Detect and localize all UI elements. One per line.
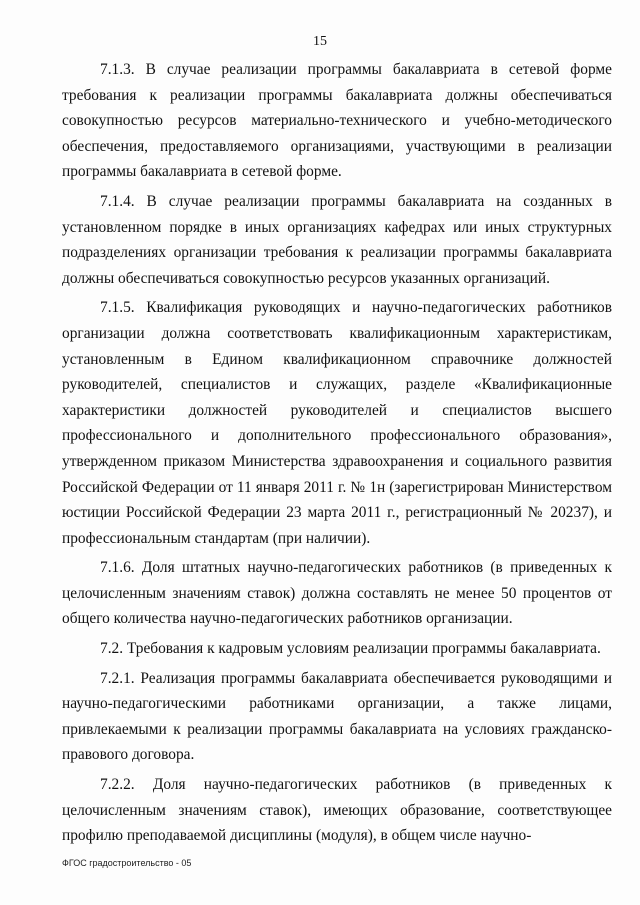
- paragraph-7-1-5: 7.1.5. Квалификация руководящих и научно-педагогических работников организации должна соответствовать квалификационным характеристикам, установленным в Едином квалификационном справочнике должностей руководителей, специалистов и служащих, разделе «Квалификационные характеристики должностей руководителей и специалистов высшего профессионального и дополнительного профессионального образования», утвержденном приказом Министерства здравоохранения и социального развития Российской Федерации от 11 января 2011 г. № 1н (зарегистрирован Министерством юстиции Российской Федерации 23 марта 2011 г., регистрационный № 20237), и профессиональным стандартам (при наличии).: [62, 299, 612, 547]
- paragraph-7-2-2: 7.2.2. Доля научно-педагогических работников (в приведенных к целочисленным значениям ставок), имеющих образование, соответствующее профилю преподаваемой дисциплины (модуля), в общем числе научно-: [62, 776, 612, 845]
- footer-doc-label: ФГОС градостроительство - 05: [62, 858, 192, 868]
- paragraph-7-1-6: 7.1.6. Доля штатных научно-педагогических работников (в приведенных к целочисленным значениям ставок) должна составлять не менее 50 процентов от общего количества научно-педагогических работников организации.: [62, 559, 612, 628]
- page-number: 15: [313, 34, 327, 49]
- document-body: [62, 57, 612, 853]
- paragraph-7-2: 7.2. Требования к кадровым условиям реализации программы бакалавриата.: [100, 640, 601, 658]
- paragraph-7-1-4: 7.1.4. В случае реализации программы бакалавриата на созданных в установленном порядке в иных организациях кафедрах или иных структурных подразделениях организации требования к реализации программы бакалавриата должны обеспечиваться совокупностью ресурсов указанных организаций.: [62, 192, 612, 287]
- paragraph-7-1-3: 7.1.3. В случае реализации программы бакалавриата в сетевой форме требования к реализации программы бакалавриата должны обеспечиваться совокупностью ресурсов материально-технического и учебно-методического обеспечения, предоставляемого организациями, участвующими в реализации программы бакалавриата в сетевой форме.: [62, 61, 612, 181]
- paragraph-7-2-1: 7.2.1. Реализация программы бакалавриата обеспечивается руководящими и научно-педагогическими работниками организации, а также лицами, привлекаемыми к реализации программы бакалавриата на условиях гражданско-правового договора.: [62, 669, 612, 764]
